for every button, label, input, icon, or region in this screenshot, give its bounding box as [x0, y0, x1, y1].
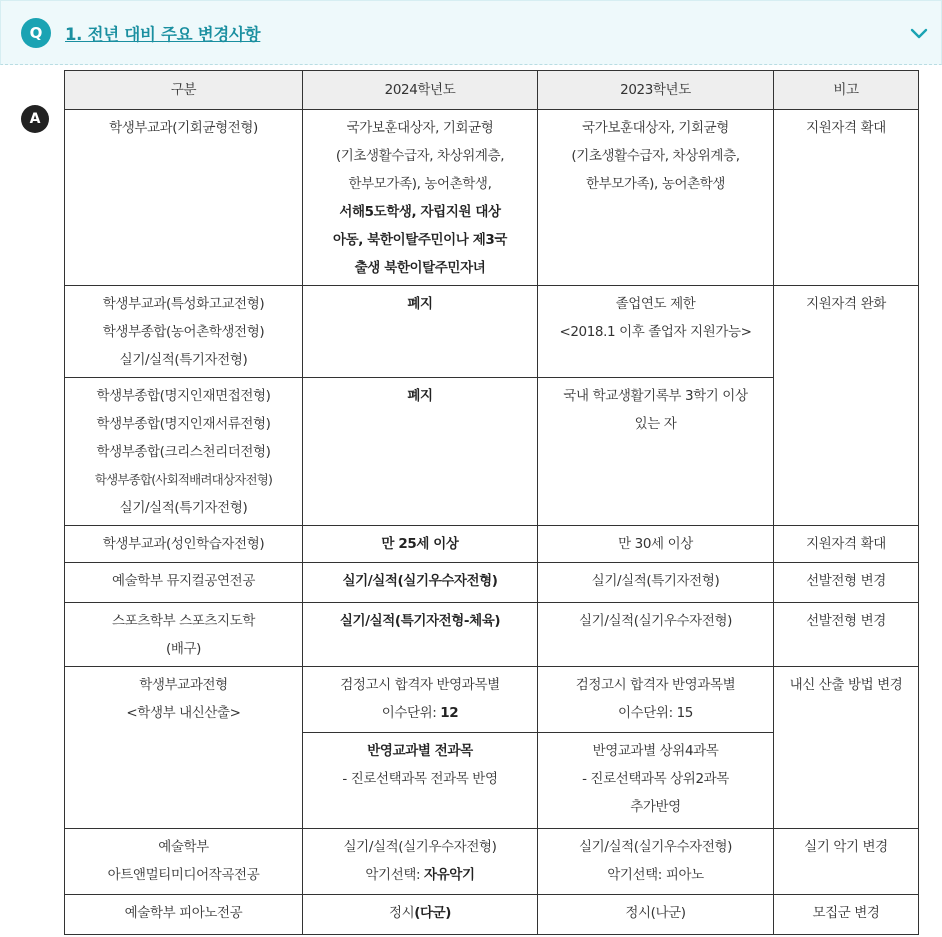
- cell-note: 지원자격 확대: [774, 110, 919, 286]
- table-header-row: [65, 71, 919, 110]
- table-row: [65, 895, 919, 935]
- cell-2023: 실기/실적(특기자전형): [538, 563, 774, 603]
- cell-note: 선발전형 변경: [774, 563, 919, 603]
- cell-note: 지원자격 확대: [774, 526, 919, 563]
- cell-category: 학생부교과전형 <학생부 내신산출>: [65, 667, 303, 829]
- cell-note: 모집군 변경: [774, 895, 919, 935]
- table-row: [65, 526, 919, 563]
- cell-2023: 실기/실적(실기우수자전형): [538, 603, 774, 667]
- table-row: [65, 603, 919, 667]
- cell-2024: 검정고시 합격자 반영과목별 이수단위: 12: [303, 667, 538, 733]
- question-badge: Q: [21, 18, 51, 48]
- cell-category: 학생부교과(성인학습자전형): [65, 526, 303, 563]
- cell-note: 실기 악기 변경: [774, 829, 919, 895]
- cell-category: 학생부교과(기회균형전형): [65, 110, 303, 286]
- cell-2024: 실기/실적(실기우수자전형) 악기선택: 자유악기: [303, 829, 538, 895]
- cell-category: 학생부종합(명지인재면접전형) 학생부종합(명지인재서류전형) 학생부종합(크리스천리더전형) 학생부종합(사회적배려대상자전형) 실기/실적(특기자전형): [65, 378, 303, 526]
- cell-2024: 만 25세 이상: [303, 526, 538, 563]
- cell-2024: 국가보훈대상자, 기회균형 (기초생활수급자, 차상위계층, 한부모가족), 농어촌학생, 서해5도학생, 자립지원 대상 아동, 북한이탈주민이나 제3국 출생 북한이탈주민자녀: [303, 110, 538, 286]
- header-note: 비고: [774, 71, 919, 110]
- cell-category: 예술학부 아트앤멀티미디어작곡전공: [65, 829, 303, 895]
- cell-category: 학생부교과(특성화고교전형) 학생부종합(농어촌학생전형) 실기/실적(특기자전형): [65, 286, 303, 378]
- table-row: [65, 829, 919, 895]
- cell-2024: 폐지: [303, 378, 538, 526]
- table-row: [65, 667, 919, 733]
- question-title[interactable]: 1. 전년 대비 주요 변경사항: [65, 25, 261, 44]
- header-category: 구분: [65, 71, 303, 110]
- changes-table: [64, 70, 919, 935]
- table-row: [65, 110, 919, 286]
- cell-2023: 국가보훈대상자, 기회균형 (기초생활수급자, 차상위계층, 한부모가족), 농어촌학생: [538, 110, 774, 286]
- cell-2024: 정시(다군): [303, 895, 538, 935]
- chevron-down-icon[interactable]: [909, 23, 929, 43]
- cell-category: 스포츠학부 스포츠지도학 (배구): [65, 603, 303, 667]
- cell-2023: 실기/실적(실기우수자전형) 악기선택: 피아노: [538, 829, 774, 895]
- cell-2023: 검정고시 합격자 반영과목별 이수단위: 15: [538, 667, 774, 733]
- cell-2024: 실기/실적(실기우수자전형): [303, 563, 538, 603]
- cell-2023: 졸업연도 제한 <2018.1 이후 졸업자 지원가능>: [538, 286, 774, 378]
- header-2023: 2023학년도: [538, 71, 774, 110]
- cell-category: 예술학부 피아노전공: [65, 895, 303, 935]
- cell-category: 예술학부 뮤지컬공연전공: [65, 563, 303, 603]
- cell-2024: 반영교과별 전과목 - 진로선택과목 전과목 반영: [303, 733, 538, 829]
- header-2024: 2024학년도: [303, 71, 538, 110]
- answer-badge: A: [21, 105, 49, 133]
- table-row: [65, 286, 919, 378]
- cell-2024: 실기/실적(특기자전형-체육): [303, 603, 538, 667]
- cell-2023: 국내 학교생활기록부 3학기 이상 있는 자: [538, 378, 774, 526]
- cell-2024: 폐지: [303, 286, 538, 378]
- faq-question-header[interactable]: [0, 0, 942, 65]
- cell-2023: 정시(나군): [538, 895, 774, 935]
- cell-2023: 반영교과별 상위4과목 - 진로선택과목 상위2과목 추가반영: [538, 733, 774, 829]
- cell-note: 선발전형 변경: [774, 603, 919, 667]
- cell-2023: 만 30세 이상: [538, 526, 774, 563]
- table-row: [65, 563, 919, 603]
- cell-note: 지원자격 완화: [774, 286, 919, 526]
- cell-note: 내신 산출 방법 변경: [774, 667, 919, 829]
